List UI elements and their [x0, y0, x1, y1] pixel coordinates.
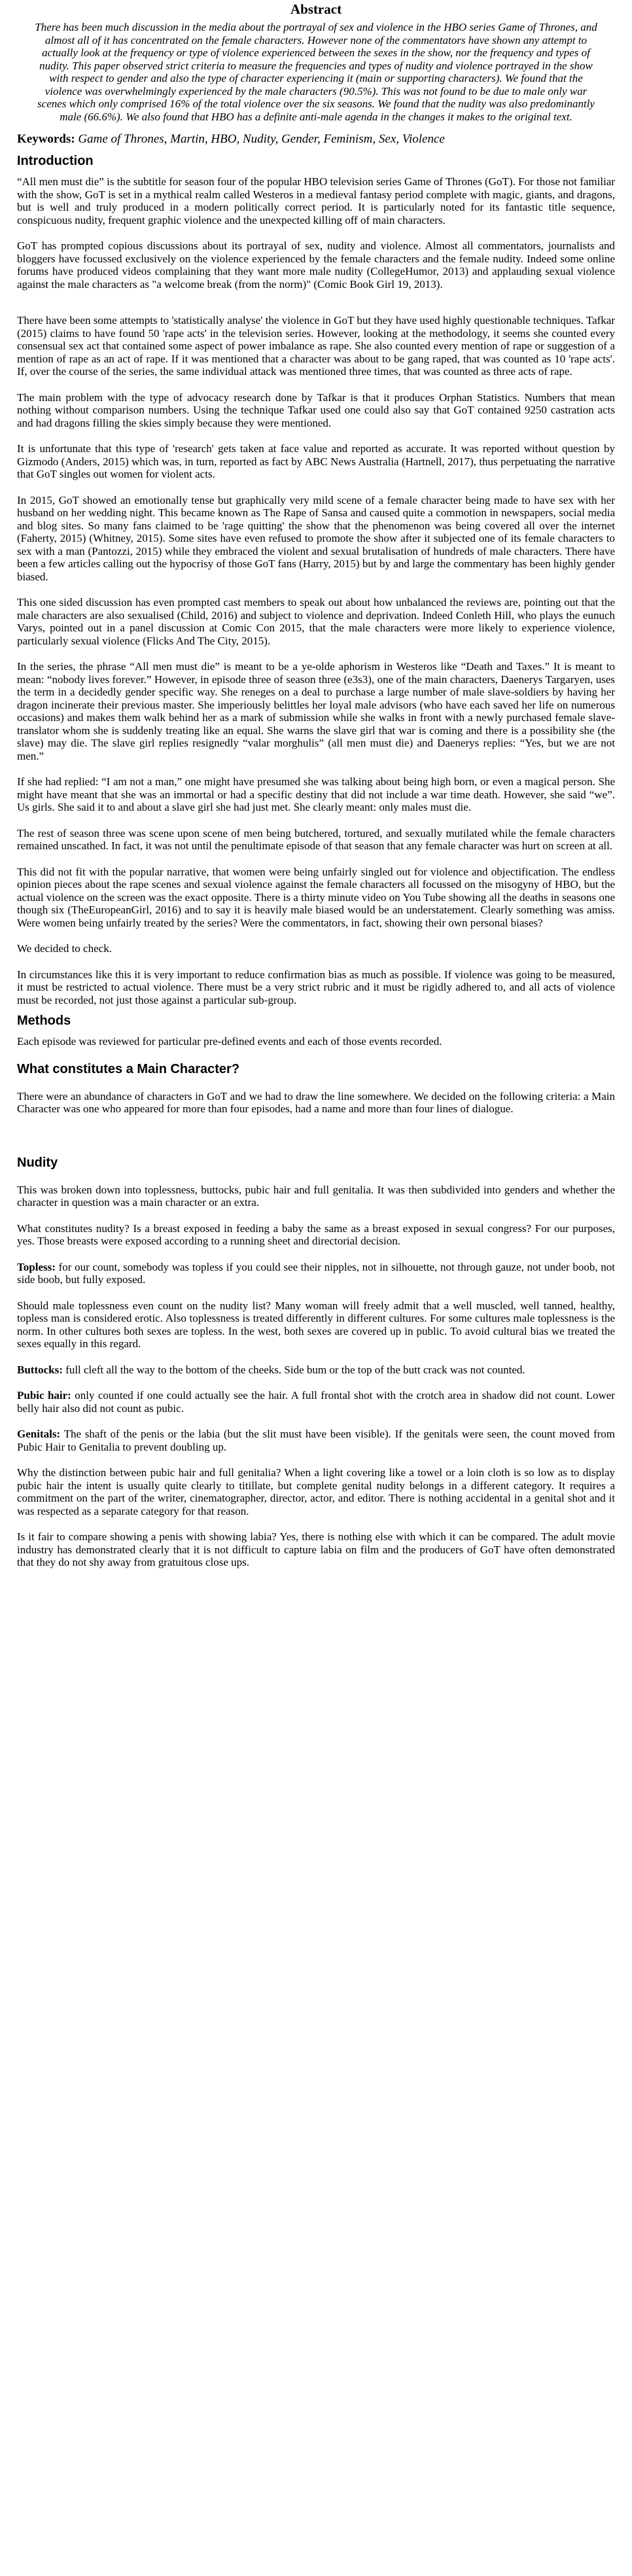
genitals-definition — [17, 1428, 615, 1453]
nudity-paragraph-5: Is it fair to compare showing a penis with showing labia? Yes, there is nothing else with which it can be compared. The adult movie industry has demonstrated clearly that it is not difficult to capture labia on film and the producers of GoT have often demonstrated that they do not shy away from gratuitous close ups. — [17, 1530, 615, 1568]
keywords-label: Keywords: — [17, 132, 75, 146]
intro-paragraph-2: GoT has prompted copious discussions about its portrayal of sex, nudity and violence. Almost all commentators, journalists and bloggers have focussed exclusively on the violence experienced by the female characters and the female nudity. Indeed some online forums have produced videos complaining that they want more male nudity (CollegeHumor, 2013) and applauding sexual violence against the male characters as "a welcome break (from the norm)" (Comic Book Girl 19, 2013). — [17, 239, 615, 291]
section-introduction: Introduction — [17, 154, 94, 168]
intro-paragraph-7: This one sided discussion has even prompted cast members to speak out about how unbalanced the reviews are, pointing out that the male characters are also sexualised (Child, 2016) and subject to violence and deprivation. Indeed Conleth Hill, who plays the eunuch Varys, pointed out in a panel discussion at Comic Con 2015, that the male characters were more likely to experience violence, particularly sexual violence (Flicks And The City, 2015). — [17, 596, 615, 647]
intro-paragraph-6: In 2015, GoT showed an emotionally tense but graphically very mild scene of a female character being made to have sex with her husband on her wedding night. This became known as The Rape of Sansa and caused quite a commotion in newspapers, social media and blog sites. So many fans claimed to be 'rage quitting' the show that the phenomenon was being covered all over the internet (Faherty, 2015) (Whitney, 2015). Some sites have even refused to promote the show after it subjected one of its female characters to sex with a man (Pantozzi, 2015) while they embraced the violent and sexual brutalisation of hundreds of male characters. There have been a few articles calling out the hypocrisy of those GoT fans (Harry, 2015) but by and large the commentary has been highly gender biased. — [17, 493, 615, 583]
intro-paragraph-5: It is unfortunate that this type of 'research' gets taken at face value and reported as accurate. It was reported without question by Gizmodo (Anders, 2015) which was, in turn, reported as fact by ABC News Australia (Hartnell, 2017), thus perpetuating the narrative that GoT singles out women for violent acts. — [17, 442, 615, 480]
intro-paragraph-12: We decided to check. — [17, 942, 112, 955]
intro-paragraph-11: This did not fit with the popular narrative, that women were being unfairly singled out for violence and objectification. The endless opinion pieces about the rape scenes and sexual violence against the female characters all focussed on the misogyny of HBO, but the actual violence on the screen was the exact opposite. There is a thirty minute video on You Tube showing all the deaths in seasons one though six (TheEuropeanGirl, 2016) and to say it is heavily male biased would be an understatement. Clearly something was amiss. Were women being unfairly treated by the series? Were the commentators, in fact, showing their own personal biases? — [17, 865, 615, 929]
nudity-paragraph-3: Should male toplessness even count on the nudity list? Many woman will freely admit that a well muscled, well tanned, healthy, topless man is considered erotic. Also toplessness is treated differently in different cultures. For some cultures male toplessness is the norm. In other cultures both sexes are topless. In the west, both sexes are covered up in public. To avoid cultural bias we treated the sexes equally in this regard. — [17, 1299, 615, 1350]
nudity-paragraph-1: This was broken down into toplessness, buttocks, pubic hair and full genitalia. It was then subdivided into genders and whether the character in question was a main character or an extra. — [17, 1183, 615, 1209]
pubic-hair-label: Pubic hair: — [17, 1389, 71, 1402]
buttocks-text: full cleft all the way to the bottom of the cheeks. Side bum or the top of the butt crack was not counted. — [65, 1363, 525, 1376]
intro-paragraph-10: The rest of season three was scene upon scene of men being butchered, tortured, and sexually mutilated while the female characters remained unscathed. In fact, it was not until the penultimate episode of that season that any female character was hurt on screen at all. — [17, 826, 615, 852]
nudity-paragraph-2: What constitutes nudity? Is a breast exposed in feeding a baby the same as a breast exposed in sexual congress? For our purposes, yes. Those breasts were exposed according to a running sheet and directorial decision. — [17, 1222, 615, 1247]
keywords-list: Game of Thrones, Martin, HBO, Nudity, Gender, Feminism, Sex, Violence — [78, 132, 445, 146]
keywords — [17, 132, 615, 147]
pubic-hair-text: only counted if one could actually see the hair. A full frontal shot with the crotch area in shadow did not count. Lower belly hair also did not count as pubic. — [17, 1389, 615, 1415]
topless-definition — [17, 1261, 615, 1286]
buttocks-label: Buttocks: — [17, 1363, 63, 1376]
intro-paragraph-4: The main problem with the type of advocacy research done by Tafkar is that it produces Orphan Statistics. Numbers that mean nothing without comparison numbers. Using the technique Tafkar used one could also say that GoT contained 9250 castration acts and had dragons filling the skies simply because they were mentioned. — [17, 391, 615, 429]
topless-label: Topless: — [17, 1260, 56, 1273]
genitals-text: The shaft of the penis or the labia (but the slit must have been visible). If the genitals were seen, the count moved from Pubic Hair to Genitalia to prevent doubling up. — [17, 1428, 615, 1453]
intro-paragraph-1: “All men must die” is the subtitle for season four of the popular HBO television series Game of Thrones (GoT). For those not familiar with the show, GoT is set in a mythical realm called Westeros in a medieval fantasy period complete with magic, giants, and dragons, but is well and truly produced in a modern politically correct period. It is particularly noted for its fantastic title sequence, conspicuous nudity, frequent graphic violence and the unexpected killing off of main characters. — [17, 175, 615, 226]
topless-text: for our count, somebody was topless if you could see their nipples, not in silhouette, not through gauze, not under boob, not side boob, but fully exposed. — [17, 1260, 616, 1286]
nudity-paragraph-4: Why the distinction between pubic hair and full genitalia? When a light covering like a towel or a loin cloth is so low as to display pubic hair the intent is usually quite clearly to titillate, but complete genital nudity belongs in a different category. It requires a commitment on the part of the writer, cinematographer, director, actor, and editor. There is nothing accidental in a genital shot and it was respected as a separate category for that reason. — [17, 1466, 615, 1517]
abstract-text: There has been much discussion in the media about the portrayal of sex and violence in the HBO series Game of Thrones, and almost all of it has concentrated on the female characters. However none of the commentators have shown any attempt to actually look at the frequency or type of violence experienced between the sexes in the show, nor the frequency and types of nudity. This paper observed strict criteria to measure the frequencies and types of nudity and violence portrayed in the show with respect to gender and also the type of character experiencing it (main or supporting characters). We found that the violence was overwhelmingly experienced by the male characters (90.5%). This was not found to be due to male only war scenes which only comprised 16% of the total violence over the six seasons. We found that the nudity was also predominantly male (66.6%). We also found that HBO has a definite anti-male agenda in the changes it makes to the original text. — [35, 21, 597, 123]
main-character-paragraph: There were an abundance of characters in GoT and we had to draw the line somewhere. We decided on the following criteria: a Main Character was one who appeared for more than four episodes, had a name and more than four lines of dialogue. — [17, 1089, 615, 1115]
section-nudity: Nudity — [17, 1155, 58, 1170]
intro-paragraph-8: In the series, the phrase “All men must die” is meant to be a ye-olde aphorism in Westeros like “Death and Taxes.” It is meant to mean: “nobody lives forever.” However, in episode three of season three (e3s3), one of the main characters, Daenerys Targaryen, uses the term in a decidedly gender specific way. She reneges on a deal to purchase a large number of male slave-soldiers by having her dragon incinerate their previous master. She imperiously belittles her loyal male advisors (who have each saved her life on numerous occasions) and makes them walk behind her as a mark of submission while she walks in front with a newly purchased female slave-translator whom she is suddenly treating like an equal. She warns the slave girl that war is coming and there is a possibility she (the slave) may die. The slave girl replies resignedly “valar morghulis” (all men must die) and Daenerys replies: “Yes, but we are not men.” — [17, 660, 615, 762]
buttocks-definition — [17, 1364, 615, 1377]
section-methods: Methods — [17, 1014, 71, 1028]
intro-paragraph-3: There have been some attempts to 'statistically analyse' the violence in GoT but they have used highly questionable techniques. Tafkar (2015) claims to have found 50 'rape acts' in the television series. However, looking at the methodology, it seems she counted every consensual sex act that contained some aspect of power imbalance as rape. She also counted every mention of rape or suggestion of a mention of rape as an act of rape. If it was mentioned that a character was about to be gang raped, that was counted as 10 'rape acts'. If, over the course of the series, the same individual attack was mentioned three times, that was counted as three acts of rape. — [17, 314, 615, 378]
pubic-hair-definition — [17, 1389, 615, 1415]
methods-paragraph-1: Each episode was reviewed for particular pre-defined events and each of those events recorded. — [17, 1035, 442, 1048]
intro-paragraph-9: If she had replied: “I am not a man,” one might have presumed she was talking about being high born, or even a magical person. She might have meant that she was an immortal or had a specific destiny that did not include a war time death. However, she said “we”. Us girls. She said it to and about a slave girl she had just met. She clearly meant: only males must die. — [17, 775, 615, 813]
section-main-character: What constitutes a Main Character? — [17, 1061, 240, 1076]
abstract-heading: Abstract — [290, 1, 342, 17]
genitals-label: Genitals: — [17, 1428, 61, 1440]
intro-paragraph-13: In circumstances like this it is very important to reduce confirmation bias as much as possible. If violence was going to be measured, it must be restricted to actual violence. There must be a very strict rubric and it must be rigidly adhered to, and all acts of violence must be recorded, not just those against a particular sub-group. — [17, 968, 615, 1006]
